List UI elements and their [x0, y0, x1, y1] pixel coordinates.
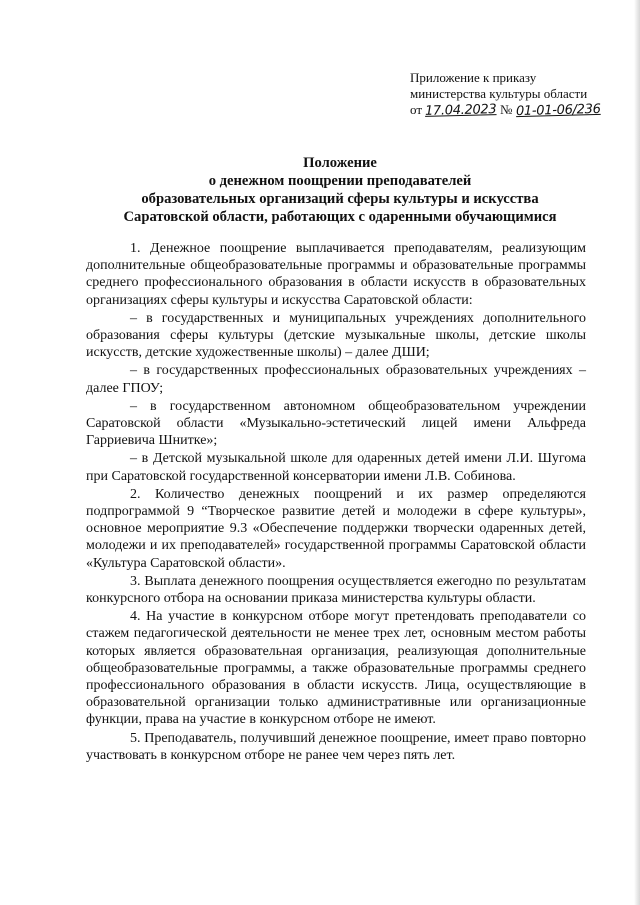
paragraph-2: 2. Количество денежных поощрений и их размер определяются подпрограммой 9 “Творческое развитие детей и молодежи в сфере культуры», основное мероприятие 9.3 «Обеспечение поддержки творчески одаренных детей, молодежи и их преподавателей» государственной программы Саратовской области «Культура Саратовской области».	[86, 486, 586, 571]
appendix-header	[410, 70, 630, 119]
paragraph-music-school: – в Детской музыкальной школе для одаренных детей имени Л.И. Шугома при Саратовской государственной консерватории имени Л.В. Собинова.	[86, 451, 586, 484]
title-line-2: о денежном поощрении преподавателей	[208, 173, 472, 189]
appendix-date-line	[410, 102, 630, 119]
title-line-1: Положение	[303, 155, 377, 171]
paragraph-lyceum: – в государственном автономном общеобразовательном учреждении Саратовской области «Музыкально-эстетический лицей имени Альфреда Гарриевича Шнитке»;	[86, 398, 586, 449]
date-prefix: от	[410, 102, 423, 117]
paragraph-dshi: – в государственных и муниципальных учреждениях дополнительного образования сферы культуры (детские музыкальные школы, детские школы искусств, детские художественные школы) – далее ДШИ;	[86, 310, 586, 361]
paragraph-1: 1. Денежное поощрение выплачивается преподавателям, реализующим дополнительные общеобразовательные программы и образовательные программы среднего профессионального образования в области искусств в образовательных организациях сферы культуры и искусства Саратовской области:	[86, 241, 586, 308]
paragraph-3: 3. Выплата денежного поощрения осуществляется ежегодно по результатам конкурсного отбора на основании приказа министерства культуры области.	[86, 573, 586, 607]
document-body	[86, 240, 586, 765]
page-edge-shadow	[634, 0, 640, 905]
title-line-3: образовательных организаций сферы культуры и искусства	[141, 191, 539, 207]
appendix-line-2: министерства культуры области	[410, 86, 588, 101]
paragraph-5: 5. Преподаватель, получивший денежное поощрение, имеет право повторно участвовать в конкурсном отборе не ранее чем через пять лет.	[86, 730, 586, 763]
number-prefix: №	[499, 102, 513, 117]
paragraph-4: 4. На участие в конкурсном отборе могут претендовать преподаватели со стажем педагогической деятельности не менее трех лет, основным местом работы которых является образовательная организация, реализующая дополнительные общеобразовательные программы, а также образовательные программы среднего профессионального образования в области искусств. Лица, осуществляющие в образовательной организации только административные или организационные функции, права на участие в конкурсном отборе не имеют.	[86, 609, 586, 728]
handwritten-date: 17.04.2023	[425, 102, 497, 119]
paragraph-gpou: – в государственных профессиональных образовательных учреждениях – далее ГПОУ;	[86, 363, 586, 396]
title-line-4: Саратовской области, работающих с одаренными обучающимися	[123, 209, 557, 225]
document-title	[60, 154, 620, 226]
appendix-line-1: Приложение к приказу	[410, 70, 537, 85]
handwritten-number: 01-01-06/236	[515, 101, 601, 120]
